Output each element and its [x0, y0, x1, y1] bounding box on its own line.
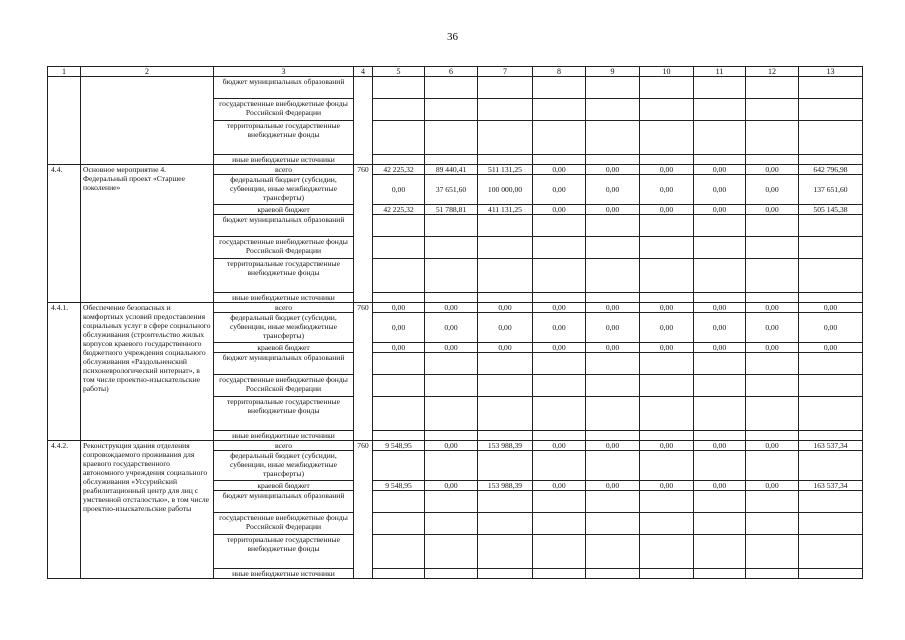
- value-cell: [373, 535, 425, 569]
- value-cell: [694, 215, 746, 237]
- value-cell: [640, 293, 694, 303]
- value-cell: [799, 569, 863, 579]
- value-cell: [640, 353, 694, 375]
- value-cell: [373, 375, 425, 397]
- value-cell: 0,00: [373, 175, 425, 205]
- header-cell: 11: [694, 67, 746, 77]
- value-cell: [533, 451, 586, 481]
- value-cell: [478, 237, 533, 259]
- value-cell: [694, 397, 746, 431]
- value-cell: 0,00: [478, 303, 533, 313]
- value-cell: [533, 155, 586, 165]
- source-cell: бюджет муниципальных образований: [214, 491, 354, 513]
- value-cell: [533, 375, 586, 397]
- code-cell: 760: [354, 303, 373, 441]
- header-cell: 3: [214, 67, 354, 77]
- value-cell: [425, 121, 478, 155]
- value-cell: [746, 451, 799, 481]
- value-cell: [799, 491, 863, 513]
- value-cell: 0,00: [533, 313, 586, 343]
- value-cell: 0,00: [533, 205, 586, 215]
- value-cell: 153 988,39: [478, 441, 533, 451]
- value-cell: [373, 99, 425, 121]
- value-cell: [373, 237, 425, 259]
- source-cell: иные внебюджетные источники: [214, 293, 354, 303]
- value-cell: 42 225,32: [373, 165, 425, 175]
- table-row: [48, 441, 863, 451]
- value-cell: 0,00: [640, 175, 694, 205]
- value-cell: [746, 121, 799, 155]
- value-cell: 0,00: [640, 481, 694, 491]
- value-cell: [425, 397, 478, 431]
- source-cell: бюджет муниципальных образований: [214, 77, 354, 99]
- value-cell: [478, 259, 533, 293]
- value-cell: [746, 155, 799, 165]
- value-cell: [373, 353, 425, 375]
- value-cell: [373, 259, 425, 293]
- value-cell: [373, 451, 425, 481]
- value-cell: [799, 293, 863, 303]
- value-cell: [746, 259, 799, 293]
- value-cell: [640, 215, 694, 237]
- source-cell: государственные внебюджетные фонды Российской Федерации: [214, 237, 354, 259]
- value-cell: 51 788,81: [425, 205, 478, 215]
- value-cell: [586, 77, 640, 99]
- value-cell: [533, 353, 586, 375]
- section-name: Реконструкция здания отделения сопровождаемого проживания для краевого государственного автономного учреждения социального обслуживания «Уссурийский реабилитационный центр для лиц с умственной отсталостью», в том числе проектно-изыскательские работы: [81, 441, 214, 579]
- source-cell: федеральный бюджет (субсидии, субвенции, иные межбюджетные трансферты): [214, 451, 354, 481]
- value-cell: [694, 535, 746, 569]
- value-cell: [640, 121, 694, 155]
- value-cell: [746, 237, 799, 259]
- value-cell: [373, 77, 425, 99]
- value-cell: 100 000,00: [478, 175, 533, 205]
- value-cell: 0,00: [640, 303, 694, 313]
- source-cell: краевой бюджет: [214, 343, 354, 353]
- value-cell: [425, 375, 478, 397]
- value-cell: [640, 569, 694, 579]
- value-cell: [746, 569, 799, 579]
- table-row: [48, 77, 863, 99]
- value-cell: [640, 513, 694, 535]
- value-cell: [425, 513, 478, 535]
- value-cell: [694, 77, 746, 99]
- value-cell: [533, 259, 586, 293]
- value-cell: [799, 375, 863, 397]
- value-cell: [425, 491, 478, 513]
- source-cell: иные внебюджетные источники: [214, 569, 354, 579]
- value-cell: 0,00: [640, 343, 694, 353]
- value-cell: [533, 569, 586, 579]
- value-cell: [478, 375, 533, 397]
- value-cell: 0,00: [694, 441, 746, 451]
- value-cell: 0,00: [694, 481, 746, 491]
- value-cell: 0,00: [478, 343, 533, 353]
- value-cell: 0,00: [373, 303, 425, 313]
- value-cell: 0,00: [533, 441, 586, 451]
- source-cell: краевой бюджет: [214, 481, 354, 491]
- value-cell: [425, 99, 478, 121]
- value-cell: 0,00: [586, 303, 640, 313]
- value-cell: 0,00: [746, 175, 799, 205]
- value-cell: [373, 397, 425, 431]
- header-cell: 8: [533, 67, 586, 77]
- source-cell: федеральный бюджет (субсидии, субвенции, иные межбюджетные трансферты): [214, 313, 354, 343]
- value-cell: 0,00: [694, 303, 746, 313]
- value-cell: [799, 77, 863, 99]
- header-cell: 5: [373, 67, 425, 77]
- value-cell: [478, 77, 533, 99]
- header-cell: 6: [425, 67, 478, 77]
- value-cell: [533, 215, 586, 237]
- value-cell: 0,00: [586, 175, 640, 205]
- source-cell: территориальные государственные внебюджетные фонды: [214, 259, 354, 293]
- value-cell: [799, 215, 863, 237]
- value-cell: [478, 353, 533, 375]
- header-cell: 12: [746, 67, 799, 77]
- value-cell: 0,00: [478, 313, 533, 343]
- value-cell: [373, 293, 425, 303]
- section-id: 4.4.2.: [48, 441, 81, 579]
- value-cell: [694, 353, 746, 375]
- value-cell: [746, 397, 799, 431]
- value-cell: 42 225,32: [373, 205, 425, 215]
- value-cell: [694, 237, 746, 259]
- value-cell: [640, 99, 694, 121]
- source-cell: государственные внебюджетные фонды Российской Федерации: [214, 99, 354, 121]
- value-cell: [425, 293, 478, 303]
- value-cell: [799, 451, 863, 481]
- value-cell: [694, 569, 746, 579]
- value-cell: [799, 155, 863, 165]
- value-cell: 0,00: [373, 343, 425, 353]
- value-cell: [586, 155, 640, 165]
- value-cell: [694, 155, 746, 165]
- value-cell: 0,00: [746, 313, 799, 343]
- value-cell: 0,00: [746, 343, 799, 353]
- name-cell: [81, 77, 214, 165]
- value-cell: [746, 513, 799, 535]
- value-cell: 89 440,41: [425, 165, 478, 175]
- value-cell: 0,00: [746, 441, 799, 451]
- code-cell: 760: [354, 441, 373, 579]
- value-cell: [533, 397, 586, 431]
- value-cell: 0,00: [799, 303, 863, 313]
- value-cell: [478, 569, 533, 579]
- section-id: 4.4.1.: [48, 303, 81, 441]
- value-cell: [533, 431, 586, 441]
- value-cell: 0,00: [746, 481, 799, 491]
- source-cell: всего: [214, 441, 354, 451]
- value-cell: 642 796,98: [799, 165, 863, 175]
- value-cell: [586, 353, 640, 375]
- value-cell: [373, 155, 425, 165]
- source-cell: бюджет муниципальных образований: [214, 353, 354, 375]
- value-cell: 0,00: [746, 165, 799, 175]
- value-cell: [373, 491, 425, 513]
- value-cell: [694, 121, 746, 155]
- section-name: Обеспечение безопасных и комфортных условий предоставления социальных услуг в сфере социального обслуживания (строительство жилых корпусов краевого государственного бюджетного учреждения социального обслуживания «Раздольненский психоневрологический интернат», в том числе проектно-изыскательские работы): [81, 303, 214, 441]
- value-cell: 0,00: [586, 205, 640, 215]
- value-cell: 0,00: [799, 313, 863, 343]
- value-cell: [373, 569, 425, 579]
- source-cell: иные внебюджетные источники: [214, 431, 354, 441]
- header-cell: 2: [81, 67, 214, 77]
- value-cell: [640, 491, 694, 513]
- value-cell: 0,00: [694, 313, 746, 343]
- value-cell: [640, 375, 694, 397]
- value-cell: [694, 99, 746, 121]
- value-cell: [640, 451, 694, 481]
- value-cell: [533, 513, 586, 535]
- value-cell: [478, 293, 533, 303]
- value-cell: 37 651,60: [425, 175, 478, 205]
- id-cell: [48, 77, 81, 165]
- value-cell: 0,00: [799, 343, 863, 353]
- header-cell: 1: [48, 67, 81, 77]
- value-cell: [799, 397, 863, 431]
- source-cell: краевой бюджет: [214, 205, 354, 215]
- value-cell: 0,00: [425, 481, 478, 491]
- value-cell: 163 537,34: [799, 481, 863, 491]
- source-cell: территориальные государственные внебюджетные фонды: [214, 535, 354, 569]
- value-cell: [640, 77, 694, 99]
- value-cell: [799, 259, 863, 293]
- header-cell: 4: [354, 67, 373, 77]
- source-cell: государственные внебюджетные фонды Российской Федерации: [214, 513, 354, 535]
- value-cell: [799, 535, 863, 569]
- value-cell: [799, 353, 863, 375]
- value-cell: [586, 293, 640, 303]
- section-id: 4.4.: [48, 165, 81, 303]
- source-cell: федеральный бюджет (субсидии, субвенции, иные межбюджетные трансферты): [214, 175, 354, 205]
- source-cell: территориальные государственные внебюджетные фонды: [214, 121, 354, 155]
- value-cell: [478, 451, 533, 481]
- value-cell: [425, 535, 478, 569]
- table-row: [48, 165, 863, 175]
- value-cell: [425, 237, 478, 259]
- value-cell: [640, 237, 694, 259]
- value-cell: [586, 397, 640, 431]
- value-cell: [586, 491, 640, 513]
- value-cell: [586, 99, 640, 121]
- value-cell: [478, 121, 533, 155]
- value-cell: [533, 121, 586, 155]
- value-cell: [533, 491, 586, 513]
- value-cell: [425, 451, 478, 481]
- value-cell: [533, 293, 586, 303]
- value-cell: 9 548,95: [373, 481, 425, 491]
- value-cell: [425, 259, 478, 293]
- value-cell: [478, 215, 533, 237]
- value-cell: [478, 535, 533, 569]
- value-cell: [586, 237, 640, 259]
- value-cell: [746, 99, 799, 121]
- value-cell: 0,00: [425, 343, 478, 353]
- budget-table: [47, 66, 863, 579]
- value-cell: [640, 259, 694, 293]
- value-cell: 0,00: [373, 313, 425, 343]
- source-cell: иные внебюджетные источники: [214, 155, 354, 165]
- source-cell: государственные внебюджетные фонды Российской Федерации: [214, 375, 354, 397]
- value-cell: 0,00: [694, 175, 746, 205]
- value-cell: [799, 237, 863, 259]
- value-cell: 137 651,60: [799, 175, 863, 205]
- value-cell: 0,00: [533, 175, 586, 205]
- value-cell: 0,00: [586, 481, 640, 491]
- value-cell: 0,00: [586, 165, 640, 175]
- value-cell: [746, 353, 799, 375]
- value-cell: 0,00: [746, 205, 799, 215]
- value-cell: [373, 121, 425, 155]
- value-cell: 0,00: [425, 313, 478, 343]
- value-cell: 0,00: [586, 313, 640, 343]
- value-cell: 0,00: [586, 441, 640, 451]
- value-cell: [478, 431, 533, 441]
- value-cell: [586, 259, 640, 293]
- value-cell: [586, 535, 640, 569]
- value-cell: [373, 431, 425, 441]
- value-cell: [694, 431, 746, 441]
- value-cell: [694, 513, 746, 535]
- value-cell: 411 131,25: [478, 205, 533, 215]
- value-cell: 0,00: [425, 303, 478, 313]
- value-cell: [586, 451, 640, 481]
- value-cell: 0,00: [640, 313, 694, 343]
- value-cell: [425, 431, 478, 441]
- value-cell: [478, 155, 533, 165]
- code-cell: 760: [354, 165, 373, 303]
- value-cell: [640, 431, 694, 441]
- value-cell: [640, 535, 694, 569]
- value-cell: 0,00: [640, 165, 694, 175]
- page-number: 36: [447, 31, 458, 43]
- value-cell: [799, 99, 863, 121]
- source-cell: территориальные государственные внебюджетные фонды: [214, 397, 354, 431]
- value-cell: [694, 491, 746, 513]
- value-cell: 0,00: [746, 303, 799, 313]
- value-cell: 0,00: [694, 343, 746, 353]
- code-cell: [354, 77, 373, 165]
- value-cell: 511 131,25: [478, 165, 533, 175]
- value-cell: [478, 99, 533, 121]
- value-cell: 505 145,38: [799, 205, 863, 215]
- value-cell: [746, 491, 799, 513]
- value-cell: [425, 569, 478, 579]
- value-cell: [694, 451, 746, 481]
- header-cell: 10: [640, 67, 694, 77]
- value-cell: [746, 293, 799, 303]
- value-cell: [425, 353, 478, 375]
- value-cell: 0,00: [640, 205, 694, 215]
- value-cell: [694, 375, 746, 397]
- value-cell: [533, 77, 586, 99]
- value-cell: [425, 77, 478, 99]
- value-cell: [425, 215, 478, 237]
- value-cell: 153 988,39: [478, 481, 533, 491]
- source-cell: бюджет муниципальных образований: [214, 215, 354, 237]
- value-cell: [586, 215, 640, 237]
- value-cell: [533, 99, 586, 121]
- value-cell: 0,00: [694, 205, 746, 215]
- value-cell: [799, 431, 863, 441]
- value-cell: [533, 535, 586, 569]
- table-row: [48, 303, 863, 313]
- header-cell: 7: [478, 67, 533, 77]
- value-cell: [478, 397, 533, 431]
- value-cell: [799, 121, 863, 155]
- value-cell: 0,00: [586, 343, 640, 353]
- value-cell: [586, 375, 640, 397]
- header-cell: 13: [799, 67, 863, 77]
- value-cell: [640, 155, 694, 165]
- value-cell: 0,00: [694, 165, 746, 175]
- value-cell: 0,00: [425, 441, 478, 451]
- source-cell: всего: [214, 165, 354, 175]
- value-cell: [373, 513, 425, 535]
- value-cell: [586, 513, 640, 535]
- value-cell: 0,00: [533, 303, 586, 313]
- value-cell: 9 548,95: [373, 441, 425, 451]
- value-cell: 0,00: [533, 481, 586, 491]
- value-cell: 163 537,34: [799, 441, 863, 451]
- section-name: Основное мероприятие 4. Федеральный проект «Старшее поколение»: [81, 165, 214, 303]
- value-cell: [694, 293, 746, 303]
- value-cell: 0,00: [533, 343, 586, 353]
- value-cell: [533, 237, 586, 259]
- value-cell: 0,00: [533, 165, 586, 175]
- header-row: [48, 67, 863, 77]
- value-cell: [640, 397, 694, 431]
- value-cell: [746, 215, 799, 237]
- value-cell: [373, 215, 425, 237]
- source-cell: всего: [214, 303, 354, 313]
- value-cell: [586, 569, 640, 579]
- value-cell: [746, 535, 799, 569]
- value-cell: [478, 491, 533, 513]
- value-cell: 0,00: [640, 441, 694, 451]
- value-cell: [746, 431, 799, 441]
- value-cell: [586, 431, 640, 441]
- value-cell: [694, 259, 746, 293]
- value-cell: [746, 77, 799, 99]
- value-cell: [478, 513, 533, 535]
- header-cell: 9: [586, 67, 640, 77]
- value-cell: [746, 375, 799, 397]
- value-cell: [586, 121, 640, 155]
- value-cell: [425, 155, 478, 165]
- value-cell: [799, 513, 863, 535]
